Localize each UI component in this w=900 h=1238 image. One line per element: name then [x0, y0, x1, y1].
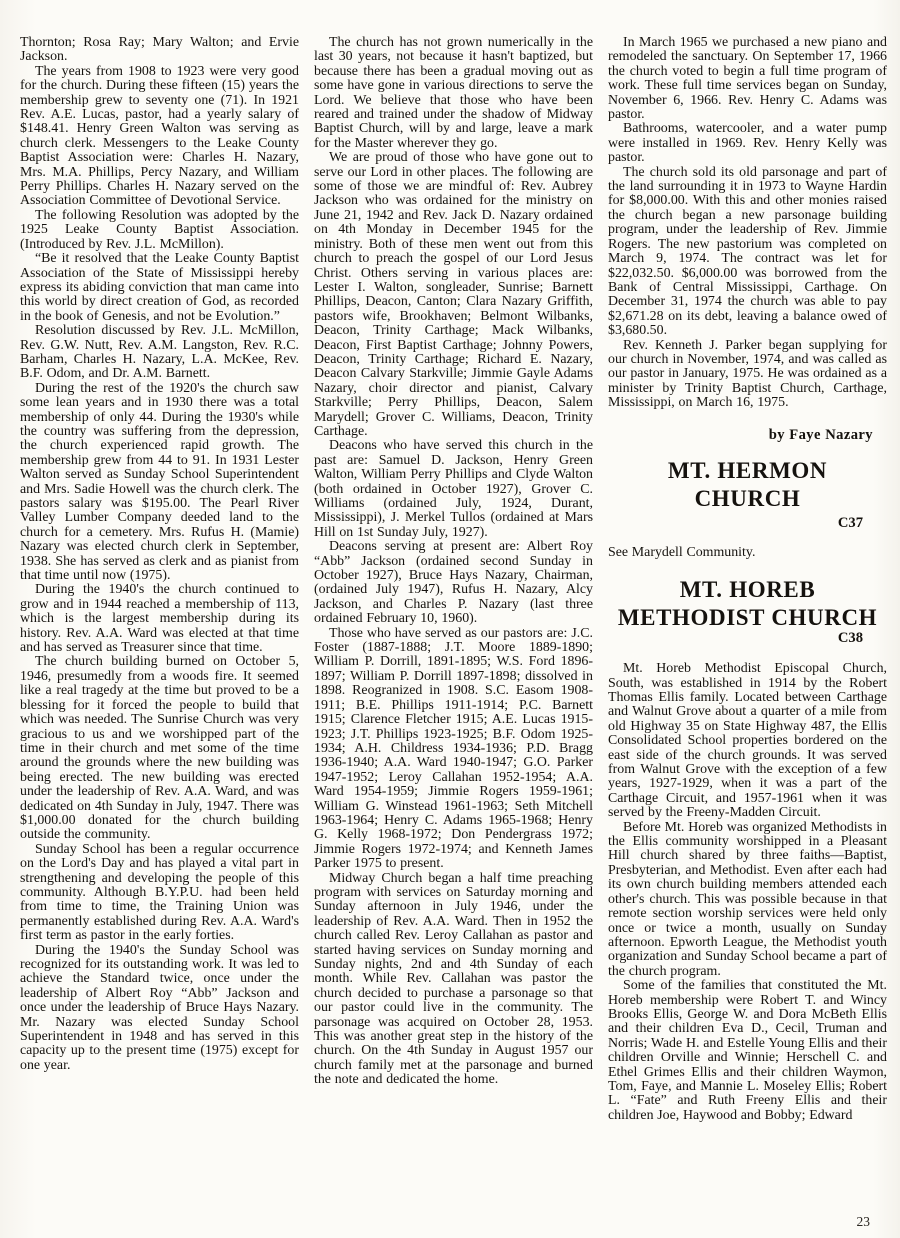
paragraph: Bathrooms, watercooler, and a water pump were installed in 1969. Rev. Henry Kelly was pastor. — [608, 121, 887, 166]
paragraph: Deacons who have served this church in the past are: Samuel D. Jackson, Henry Green Walton, William Perry Phillips and Clyde Walton (both ordained in October 1927), Grover C. Williams (ordained July, 1924, Durant, Mississippi), J. Merkel Tullos (ordained at Mars Hill on 1st Sunday July, 1927). — [314, 438, 593, 540]
paragraph: “Be it resolved that the Leake County Baptist Association of the State of Mississippi hereby express its abiding conviction that man came into this world by direct creation of God, as recorded in the book of Genesis, and not be Evolution.” — [20, 251, 299, 324]
page-number: 23 — [856, 1214, 870, 1229]
paragraph: The following Resolution was adopted by the 1925 Leake County Baptist Association. (Introduced by Rev. J.L. McMillon). — [20, 207, 299, 252]
paragraph: During the rest of the 1920's the church saw some lean years and in 1930 there was a total membership of only 44. During the 1930's while the country was suffering from the depression, the church experienced rapid growth. The membership grew from 44 to 91. In 1931 Lester Walton served as Sunday School Superintendent and Mrs. Sadie Howell was the church clerk. The pastors salary was $195.00. The Pearl River Valley Lumber Company deeded land to the church for a cemetery. Mrs. Rufus H. (Mamie) Nazary was elected church clerk in September, 1938. She has served as clerk and as pianist from that time until now (1975). — [20, 380, 299, 584]
cross-reference-note: See Marydell Community. — [608, 545, 756, 561]
title-line: MT. HOREB — [679, 576, 816, 602]
paragraph: Before Mt. Horeb was organized Methodists in the Ellis community worshipped in a Pleasant Hill church shared by three faiths—Baptist, Presbyterian, and Methodist. Even after each had its own church building members attended each other's church. This was possible because in that remote section worship services were held only once or twice a month, usually on Sunday afternoon. Epworth League, the Methodist youth organization and Sunday School became a part of the church program. — [608, 819, 887, 979]
paragraph: During the 1940's the church continued to grow and in 1944 reached a membership of 113, which is the largest membership during its history. Rev. A.A. Ward was elected at that time and has served as Treasurer since that time. — [20, 582, 299, 656]
paragraph: Sunday School has been a regular occurrence on the Lord's Day and has played a vital part in strengthening and developing the people of this community. Although B.Y.P.U. had been held from time to time, the Training Union was permanently established during Rev. A.A. Ward's first term as pastor in the early forties. — [20, 841, 299, 944]
paragraph: Mt. Horeb Methodist Episcopal Church, South, was established in 1914 by the Robert Thomas Ellis family. Located between Carthage and Walnut Grove about a quarter of a mile from old Highway 35 on State Highway 487, the Ellis Consolidated School properties bordered on the east side of the church grounds. It was served from Walnut Grove with the exception of a few years, 1927-1929, when it was a part of the Carthage Circuit, and 1957-1961 when it was served by the Freeny-Madden Circuit. — [608, 661, 887, 821]
paragraph: We are proud of those who have gone out to serve our Lord in other places. The following are some of those we are mindful of: Rev. Aubrey Jackson who was ordained for the ministry on June 21, 1942 and Rev. Jack D. Nazary ordained on 4th Monday in December 1945 for the ministry. Both of these men went out from this church to preach the gospel of our Lord Jesus Christ. Others serving in various places are: Lester I. Walton, songleader, Sunrise; Barnett Phillips, Deacon, Canton; Clara Nazary Griffith, pastors wife, Brookhaven; Belmont Wilbanks, Deacon, Trinity Carthage; Mack Wilbanks, Deacon, First Baptist Carthage; Johnny Powers, Deacon, Trinity Carthage; Richard E. Nazary, Deacon Calvary Starkville; Jimmie Gayle Adams Nazary, choir director and pianist, Calvary Starkville; Perry Phillips, Deacon, Salem Marydell; Grover C. Williams, Deacon, Trinity Carthage. — [314, 150, 593, 439]
paragraph: The church building burned on October 5, 1946, presumedly from a woods fire. It seemed like a real tragedy at the time but proved to be a blessing for it forced the people to build that which was needed. The Sunrise Church was very gracious to us and we worshipped part of the time in their church and met some of the time around the grounds where the new building was being erected. The new building was erected under the leadership of Rev. A.A. Ward, and was dedicated on 4th Sunday in July, 1947. There was $1,000.00 donated for the church building outside the community. — [20, 654, 299, 843]
paragraph: The church has not grown numerically in the last 30 years, not because it hasn't baptized, but because there has been a gradual moving out as some have gone in various directions to serve the Lord. We believe that those who have been reared and trained under the shadow of Midway Baptist Church, will by and large, leave a mark for the Master wherever they go. — [314, 35, 593, 151]
section-title-mt-horeb-methodist-church — [608, 576, 887, 632]
column-2 — [314, 36, 593, 1238]
paragraph: During the 1940's the Sunday School was recognized for its outstanding work. It was led to achieve the Standard twice, once under the leadership of Albert Roy “Abb” Jackson and once under the leadership of Bruce Hays Nazary. Mr. Nazary was elected Sunday School Superintendent in 1948 and has served in this capacity up to the present time (1975) except for one year. — [20, 942, 299, 1073]
paragraph: The church sold its old parsonage and part of the land surrounding it in 1973 to Wayne Hardin for $8,000.00. With this and other monies raised the church began a new parsonage building program, under the leadership of Rev. Jimmie Rogers. The new pastorium was completed on March 9, 1974. The contract was let for $22,032.50. $6,000.00 was borrowed from the Bank of Central Mississippi, Carthage. On December 31, 1974 the church was able to pay $2,671.28 on its debt, leaving a balance owed of $3,680.50. — [608, 164, 887, 339]
paragraph: Some of the families that constituted the Mt. Horeb membership were Robert T. and Wincy Brooks Ellis, George W. and Dora McBeth Ellis and their children Eva D., Cecil, Truman and Norris; Wade H. and Estelle Young Ellis and their children Orville and Winnie; Herschell C. and Ethel Grimes Ellis and their children Waymon, Tom, Faye, and Mannie L. Moseley Ellis; Robert L. “Fate” and Ruth Freeny Ellis and their children Joe, Haywood and Bobby; Edward — [608, 978, 887, 1123]
section-code-c37: C37 — [837, 514, 863, 531]
paragraph: Thornton; Rosa Ray; Mary Walton; and Ervie Jackson. — [20, 35, 299, 65]
title-line: METHODIST CHURCH — [617, 604, 878, 630]
paragraph: The years from 1908 to 1923 were very good for the church. During these fifteen (15) years the membership grew to seventy one (71). In 1921 Rev. A.E. Lucas, pastor, had a yearly salary of $148.41. Henry Green Walton was serving as church clerk. Messengers to the Leake County Baptist Association were: Charles H. Nazary, Mrs. M.A. Phillips, Percy Nazary, and William Perry Phillips. Charles H. Nazary served on the Association Committee of Devotional Service. — [20, 63, 299, 209]
paragraph: Midway Church began a half time preaching program with services on Saturday morning and Sunday afternoon in July 1946, under the leadership of Rev. A.A. Ward. Then in 1952 the church called Rev. Leroy Callahan as pastor and started having services on Sunday morning and Sunday nights, 2nd and 4th Sunday of each month. While Rev. Callahan was pastor the church decided to purchase a parsonage so that our pastor could live in the community. The parsonage was acquired on October 28, 1953. This was another great step in the history of the church. On the 4th Sunday in August 1957 our church family met at the parsonage and burned the note and dedicated the home. — [314, 870, 593, 1088]
section-title-mt-hermon-church — [608, 457, 887, 513]
title-line: MT. HERMON — [667, 457, 828, 483]
paragraph: Rev. Kenneth J. Parker began supplying for our church in November, 1974, and was called as our pastor in January, 1975. He was ordained as a minister by Trinity Baptist Church, Carthage, Mississippi, on March 16, 1975. — [608, 337, 887, 411]
paragraph: In March 1965 we purchased a new piano and remodeled the sanctuary. On September 17, 1966 the church voted to begin a full time program of work. These full time services began on Sunday, November 6, 1966. Rev. Henry C. Adams was pastor. — [608, 35, 887, 123]
paragraph: Resolution discussed by Rev. J.L. McMillon, Rev. G.W. Nutt, Rev. A.M. Langston, Rev. R.C. Barham, Charles H. Nazary, L.A. McKee, Rev. B.F. Odom, and Dr. A.M. Barnett. — [20, 323, 299, 382]
section-code-c38: C38 — [837, 629, 863, 646]
column-3 — [608, 36, 887, 1238]
paragraph: Deacons serving at present are: Albert Roy “Abb” Jackson (ordained second Sunday in October 1927), Bruce Hays Nazary, Chairman, (ordained July 1947), Rufus H. Nazary, Alcy Jackson, and Charles P. Nazary (last three ordained February 10, 1960). — [314, 539, 593, 627]
paragraph: Those who have served as our pastors are: J.C. Foster (1887-1888; J.T. Moore 1889-1890; William P. Dorrill, 1891-1895; W.S. Ford 1896-1897; William P. Dorrill 1897-1898; dissolved in 1898. Reogranized in 1908. S.C. Easom 1908-1911; B.E. Phillips 1911-1914; P.C. Barnett 1915; Clarence Fletcher 1915; A.E. Lucas 1915-1923; J.T. Phillips 1923-1925; B.F. Odom 1925-1934; A.H. Childress 1934-1936; P.D. Bragg 1936-1940; A.A. Ward 1940-1947; G.O. Parker 1947-1952; Leroy Callahan 1952-1954; A.A. Ward 1954-1959; Jimmie Rogers 1959-1961; William G. Winstead 1961-1963; Seth Mitchell 1963-1964; Henry C. Adams 1965-1968; Henry G. Kelly 1968-1972; Don Pendergrass 1972; Jimmie Rogers 1972-1974; and Kenneth James Parker 1975 to present. — [314, 625, 593, 872]
author-byline: by Faye Nazary — [768, 426, 873, 443]
column-1 — [20, 36, 299, 1238]
title-line: CHURCH — [694, 485, 801, 511]
